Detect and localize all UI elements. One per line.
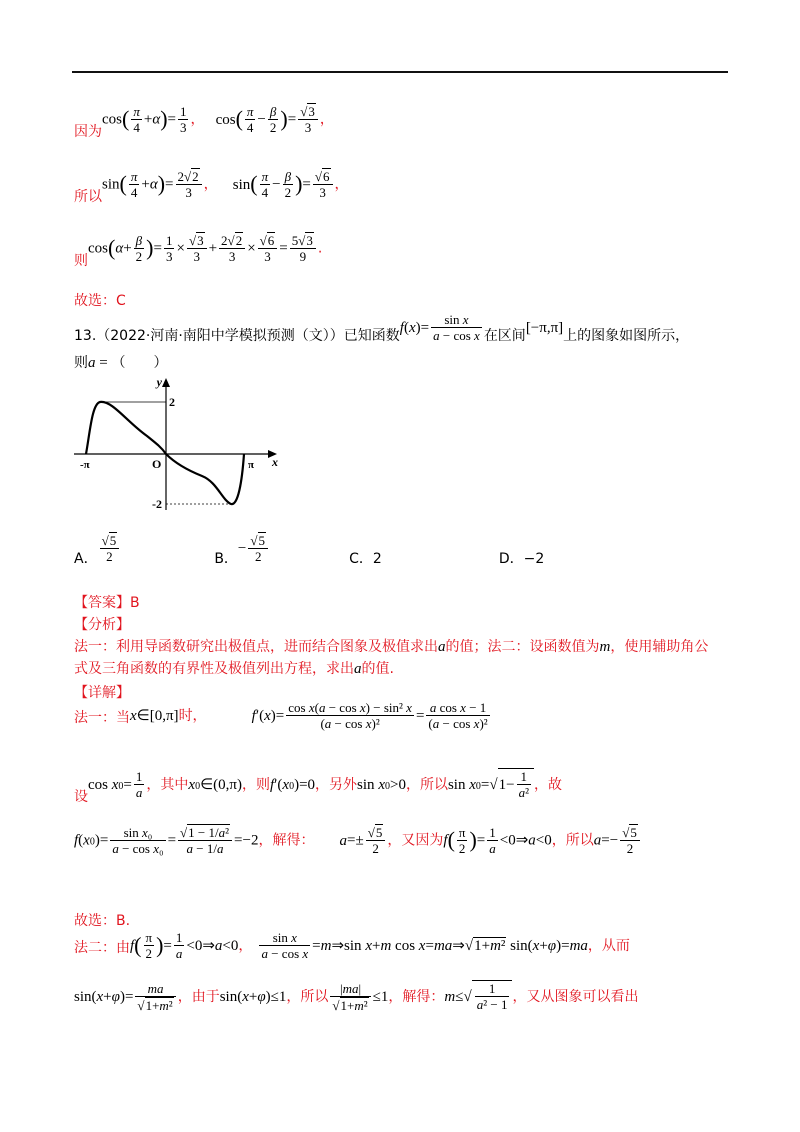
answer-tag: 【答案】B — [74, 595, 140, 611]
detail-line-5: sin(x+φ)= $\frac{ma}{\text{√1+m²}}$ ，由于sin(x+φ)≤1，所以 $\frac{|ma|}{\text{√1+m²}}$ ≤1，解得：m≤√ $\frac{1}{\text{a² − 1}}$ ，又从图象可以看出 — [74, 980, 639, 1013]
answer-c: 故选：C — [74, 293, 126, 309]
options-row: A． $\frac{√5}{2}$ B．− $\frac{√5}{2}$ C．2 D．−2 — [74, 533, 545, 567]
detail-line-1: 法一：当x∈[0,π]时， f′(x)= $\frac{\text{cos x(a − cos x) − sin² x}}{\text{(a − cos x)²}}$ = $\frac{\text{a cos x − 1}}{\text{(a − cos x)²}}$ — [74, 700, 488, 731]
answer-b: 故选：B. — [74, 913, 131, 929]
question-number: 13. — [74, 328, 97, 344]
option-c[interactable]: C．2 — [349, 550, 382, 567]
analysis-line-1: 法一：利用导函数研究出极值点，进而结合图象及极值求出a的值；法二：设函数值为m，使用辅助角公 — [74, 639, 709, 655]
function-graph — [72, 372, 292, 512]
detail-line-4: 法二：由f( $\frac{\pi}{2}$ )= $\frac{1}{a}$ <0⇒a<0， $\frac{\text{sin x}}{\text{a − cos x}}$ =m⇒sin x+m cos x=ma⇒√1+m² sin(x+φ)=ma，从而 — [74, 930, 630, 961]
curve — [86, 402, 244, 504]
origin-label: O — [152, 457, 162, 471]
y-axis-label: y — [156, 375, 162, 389]
detail-line-3: f(x0)= $\frac{\text{sin x₀}}{\text{a − cos x₀}}$ = $\frac{\text{√1 − 1/a²}}{a - 1/a}$ =−2，解得： a=± $\frac{√5}{2}$ ，又因为f( $\frac{\pi}{2}$ )= $\frac{1}{a}$ <0⇒a<0，所以a=− $\frac{√5}{2}$ — [74, 824, 642, 856]
question-13-line2: 则a = （ ） — [74, 355, 168, 371]
x-axis-label: x — [272, 455, 278, 469]
analysis-line-2: 式及三角函数的有界性及极值列出方程，求出a的值. — [74, 661, 394, 677]
question-source: （2022·河南·南阳中学模拟预测（文）） — [96, 328, 344, 344]
y-axis-arrow — [162, 378, 170, 387]
detail-line-2: 设cos x0= $\frac{1}{a}$ ，其中x0∈(0,π)，则f′(x0)=0，另外sin x0>0，所以sin x0=√1− $\frac{1}{\text{a²}}$ ，故 — [74, 769, 562, 805]
analysis-tag: 【分析】 — [74, 617, 130, 633]
line-because: 因为cos( $\frac{\pi}{4}$ +α)= $\frac{1}{3}$ ， cos( $\frac{\pi}{4}$ − $\frac{\beta}{2}$ )= $\frac{√3}{3}$ ， — [74, 103, 334, 140]
option-d[interactable]: D．−2 — [498, 550, 545, 567]
detail-tag: 【详解】 — [74, 685, 130, 701]
pos-pi-label: π — [248, 459, 255, 471]
question-13: 13.（2022·河南·南阳中学模拟预测（文））已知函数f(x)= $\frac{\text{sin x}}{\text{a − cos x}}$ 在区间[−π,π]上的图象如图所示， — [74, 312, 690, 344]
line-then: 则cos(α+ $\frac{\beta}{2}$ )= $\frac{1}{3}$ × $\frac{√3}{3}$ + $\frac{2√2}{3}$ × $\frac{√6}{3}$ = $\frac{5√3}{9}$ . — [74, 232, 323, 269]
header-rule — [72, 71, 728, 73]
line-therefore: 所以sin( $\frac{\pi}{4}$ +α)= $\frac{2√2}{3}$ ， sin( $\frac{\pi}{4}$ − $\frac{\beta}{2}$ )= $\frac{√6}{3}$ ， — [74, 168, 349, 205]
neg-pi-label: -π — [80, 459, 90, 471]
option-b[interactable]: B． — [214, 550, 238, 567]
y-max-label: 2 — [169, 395, 175, 409]
option-a[interactable]: A． — [74, 550, 98, 567]
y-min-label: -2 — [152, 497, 162, 511]
